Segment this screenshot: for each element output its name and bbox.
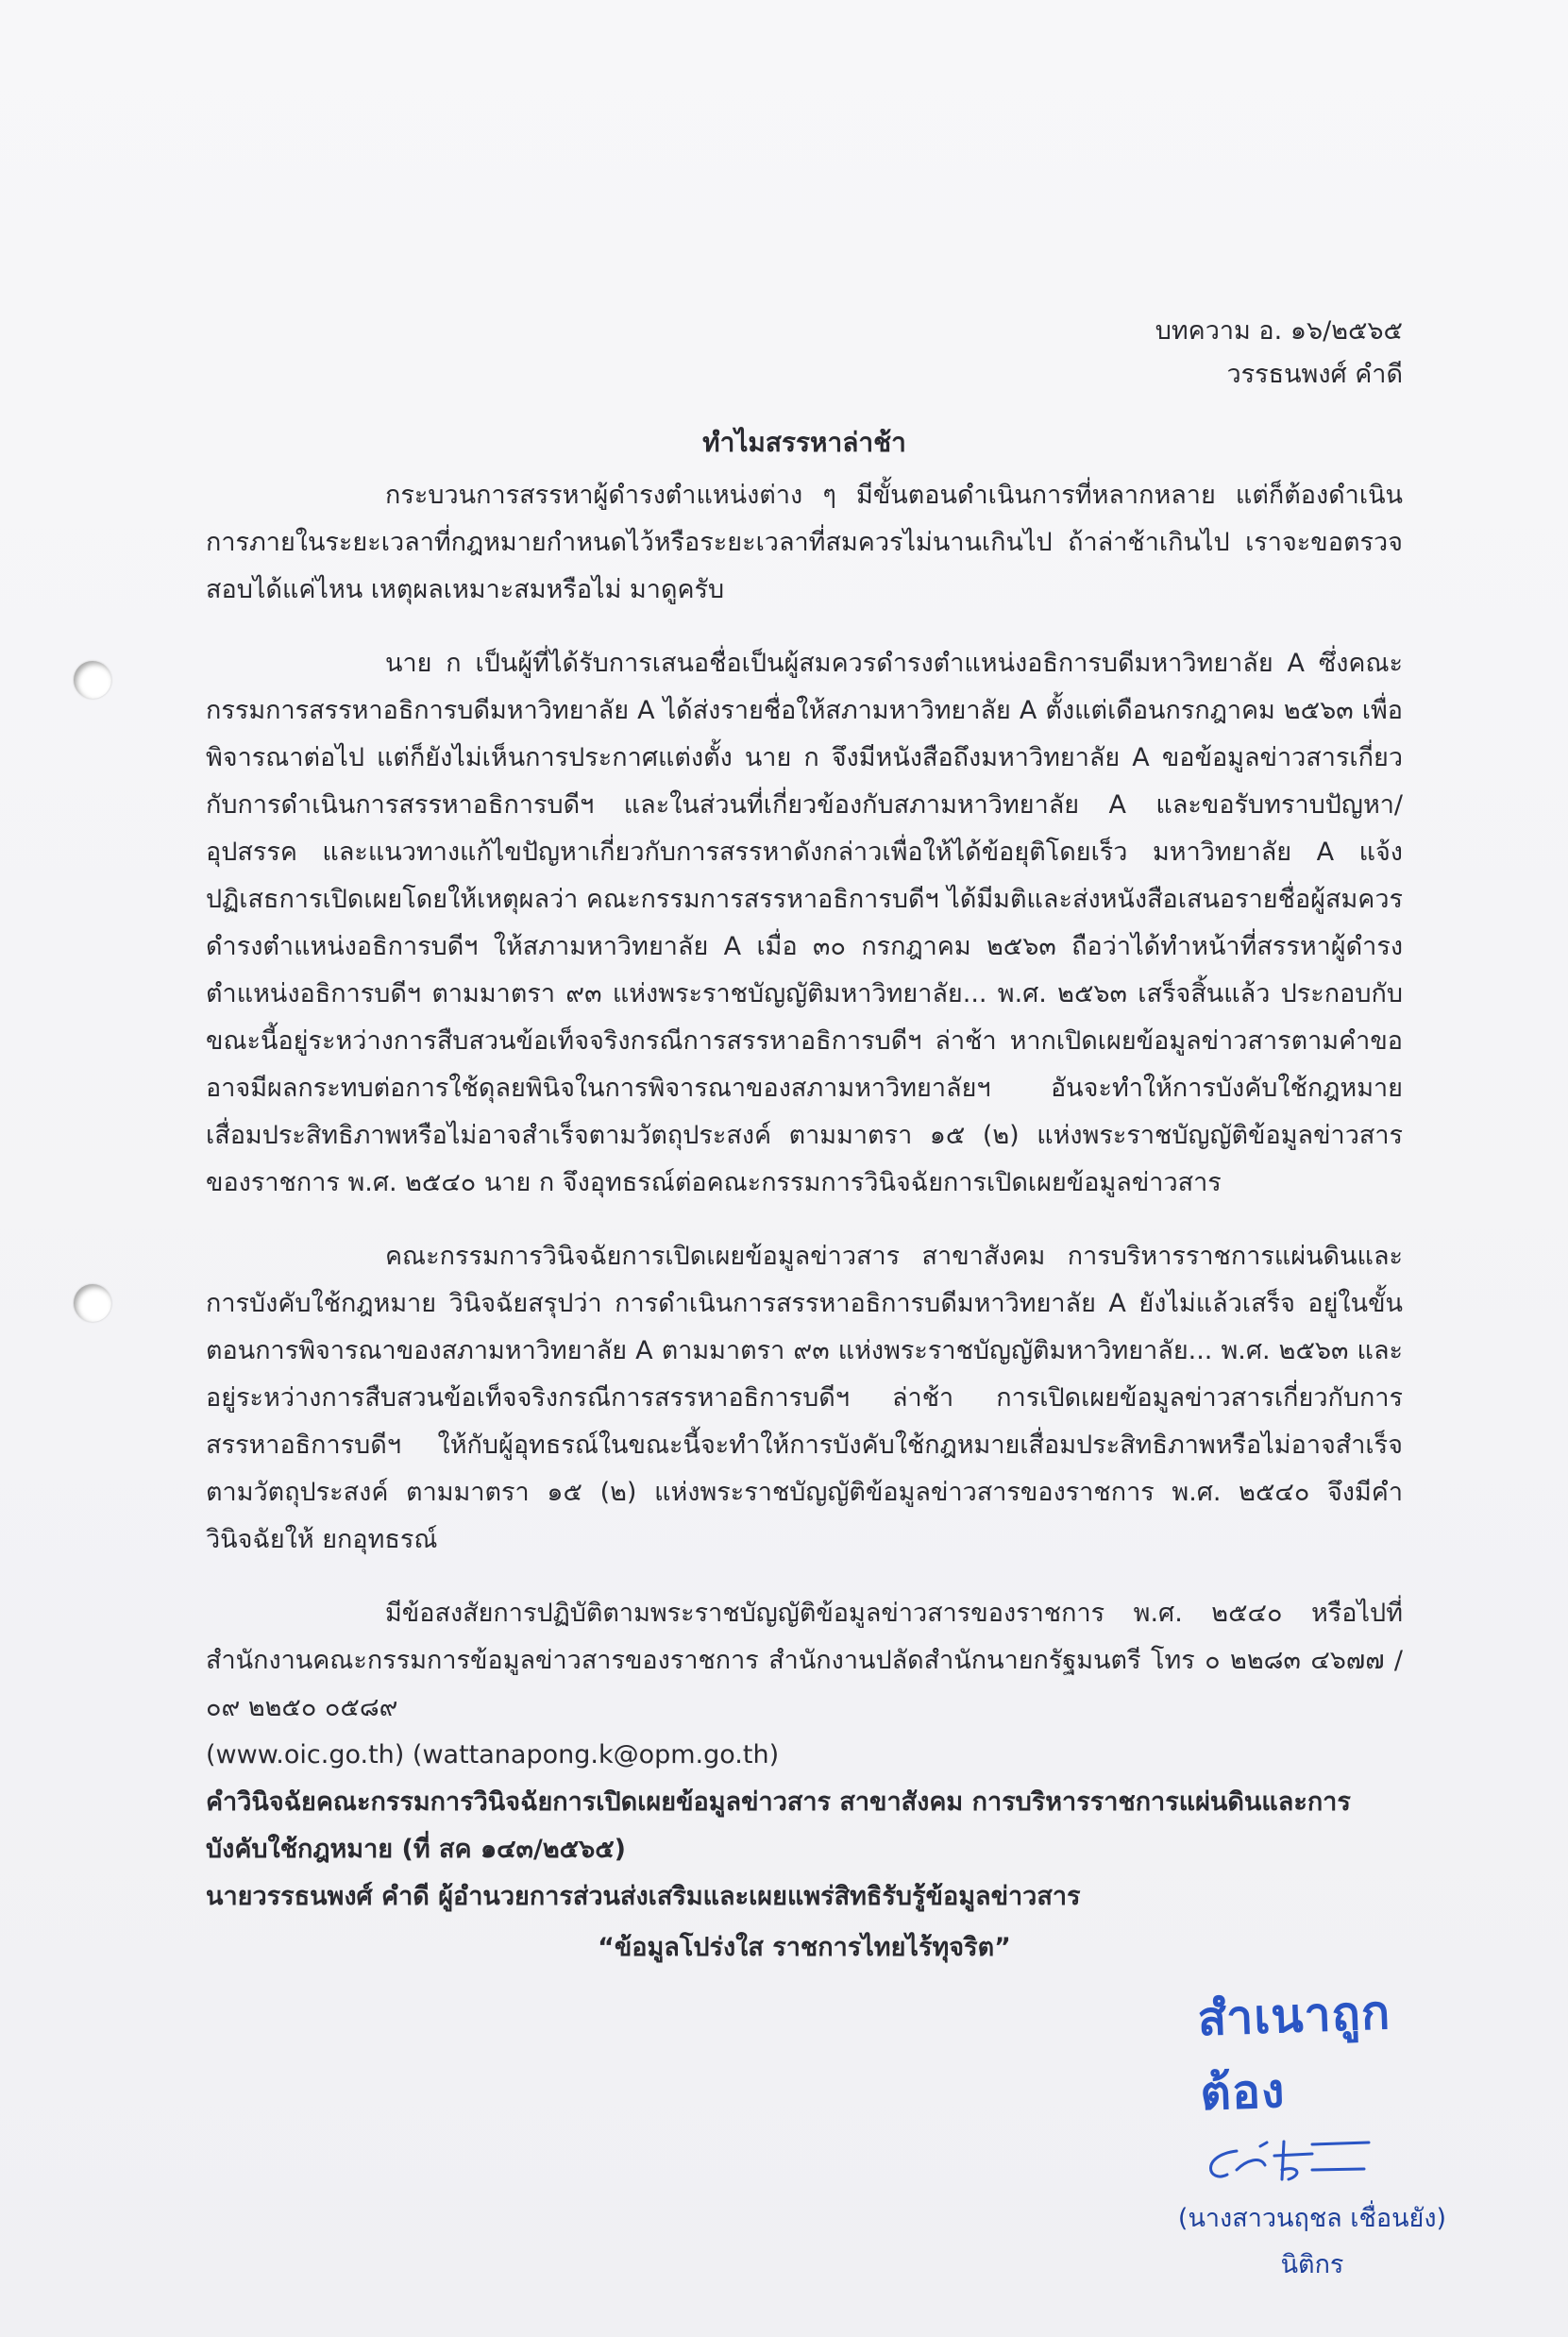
- punch-hole: [74, 1284, 111, 1322]
- paragraph-case: นาย ก เป็นผู้ที่ได้รับการเสนอชื่อเป็นผู้สมควรดำรงตำแหน่งอธิการบดีมหาวิทยาลัย A ซึ่งคณะกรรมการสรรหาอธิการบดีมหาวิทยาลัย A ได้ส่งรายชื่อให้สภามหาวิทยาลัย A ตั้งแต่เดือนกรกฎาคม ๒๕๖๓ เพื่อพิจารณาต่อไป แต่ก็ยังไม่เห็นการประกาศแต่งตั้ง นาย ก จึงมีหนังสือถึงมหาวิทยาลัย A ขอข้อมูลข่าวสารเกี่ยวกับการดำเนินการสรรหาอธิการบดีฯ และในส่วนที่เกี่ยวข้องกับสภามหาวิทยาลัย A และขอรับทราบปัญหา/อุปสรรค และแนวทางแก้ไขปัญหาเกี่ยวกับการสรรหาดังกล่าวเพื่อให้ได้ข้อยุติโดยเร็ว มหาวิทยาลัย A แจ้งปฏิเสธการเปิดเผยโดยให้เหตุผลว่า คณะกรรมการสรรหาอธิการบดีฯ ได้มีมติและส่งหนังสือเสนอรายชื่อผู้สมควรดำรงตำแหน่งอธิการบดีฯ ให้สภามหาวิทยาลัย A เมื่อ ๓๐ กรกฎาคม ๒๕๖๓ ถือว่าได้ทำหน้าที่สรรหาผู้ดำรงตำแหน่งอธิการบดีฯ ตามมาตรา ๙๓ แห่งพระราชบัญญัติมหาวิทยาลัย... พ.ศ. ๒๕๖๓ เสร็จสิ้นแล้ว ประกอบกับขณะนี้อยู่ระหว่างการสืบสวนข้อเท็จจริงกรณีการสรรหาอธิการบดีฯ ล่าช้า หากเปิดเผยข้อมูลข่าวสารตามคำขออาจมีผลกระทบต่อการใช้ดุลยพินิจในการพิจารณาของสภามหาวิทยาลัยฯ อันจะทำให้การบังคับใช้กฎหมายเสื่อมประสิทธิภาพหรือไม่อาจสำเร็จตามวัตถุประสงค์ ตามมาตรา ๑๕ (๒) แห่งพระราชบัญญัติข้อมูลข่าวสารของราชการ พ.ศ. ๒๕๔๐ นาย ก จึงอุทธรณ์ต่อคณะกรรมการวินิจฉัยการเปิดเผยข้อมูลข่าวสาร: [206, 649, 1403, 1197]
- certification-block: [1171, 1978, 1454, 2284]
- handwritten-signature: [1171, 2127, 1454, 2193]
- paragraph-ruling: คณะกรรมการวินิจฉัยการเปิดเผยข้อมูลข่าวสาร สาขาสังคม การบริหารราชการแผ่นดินและการบังคับใช้กฎหมาย วินิจฉัยสรุปว่า การดำเนินการสรรหาอธิการบดีมหาวิทยาลัย A ยังไม่แล้วเสร็จ อยู่ในขั้นตอนการพิจารณาของสภามหาวิทยาลัย A ตามมาตรา ๙๓ แห่งพระราชบัญญัติมหาวิทยาลัย... พ.ศ. ๒๕๖๓ และอยู่ระหว่างการสืบสวนข้อเท็จจริงกรณีการสรรหาอธิการบดีฯ ล่าช้า การเปิดเผยข้อมูลข่าวสารเกี่ยวกับการสรรหาอธิการบดีฯ ให้กับผู้อุทธรณ์ในขณะนี้จะทำให้การบังคับใช้กฎหมายเสื่อมประสิทธิภาพหรือไม่อาจสำเร็จตามวัตถุประสงค์ ตามมาตรา ๑๕ (๒) แห่งพระราชบัญญัติข้อมูลข่าวสารของราชการ พ.ศ. ๒๕๔๐ จึงมีคำวินิจฉัยให้ ยกอุทธรณ์: [206, 1242, 1403, 1554]
- article-number: บทความ อ. ๑๖/๒๕๖๕: [1155, 316, 1403, 346]
- signer-name: (นางสาวนฤชล เชื่อนยัง): [1177, 2204, 1447, 2233]
- certified-copy-stamp: สำเนาถูกต้อง: [1196, 1985, 1392, 2122]
- header-block: [206, 310, 1403, 397]
- contact-paragraph: มีข้อสงสัยการปฏิบัติตามพระราชบัญญัติข้อมูลข่าวสารของราชการ พ.ศ. ๒๕๔๐ หรือไปที่สำนักงานคณะกรรมการข้อมูลข่าวสารของราชการ สำนักงานปลัดสำนักนายกรัฐมนตรี โทร ๐ ๒๒๘๓ ๔๖๗๗ / ๐๙ ๒๒๕๐ ๐๕๘๙: [206, 1599, 1403, 1722]
- author-name: วรรธนพงศ์ คำดี: [1226, 360, 1403, 389]
- punch-hole: [74, 661, 111, 699]
- document-body: [206, 310, 1403, 1972]
- signature-icon: [1171, 2127, 1454, 2193]
- slogan: “ข้อมูลโปร่งใส ราชการไทยไร้ทุจริต”: [598, 1933, 1011, 1962]
- signer-position: นิติกร: [1280, 2250, 1344, 2279]
- ruling-reference: คำวินิจฉัยคณะกรรมการวินิจฉัยการเปิดเผยข้อมูลข่าวสาร สาขาสังคม การบริหารราชการแผ่นดินและการบังคับใช้กฎหมาย (ที่ สค ๑๔๓/๒๕๖๕): [206, 1787, 1351, 1864]
- author-signature-line: นายวรรธนพงศ์ คำดี ผู้อำนวยการส่วนส่งเสริมและเผยแพร่สิทธิรับรู้ข้อมูลข่าวสาร: [206, 1882, 1081, 1911]
- paragraph-intro: กระบวนการสรรหาผู้ดำรงตำแหน่งต่าง ๆ มีขั้นตอนดำเนินการที่หลากหลาย แต่ก็ต้องดำเนินการภายในระยะเวลาที่กฎหมายกำหนดไว้หรือระยะเวลาที่สมควรไม่นานเกินไป ถ้าล่าช้าเกินไป เราจะขอตรวจสอบได้แค่ไหน เหตุผลเหมาะสมหรือไม่ มาดูครับ: [206, 481, 1403, 604]
- contact-web: (www.oic.go.th) (wattanapong.k@opm.go.th): [206, 1740, 780, 1770]
- document-title: ทำไมสรรหาล่าช้า: [702, 427, 906, 458]
